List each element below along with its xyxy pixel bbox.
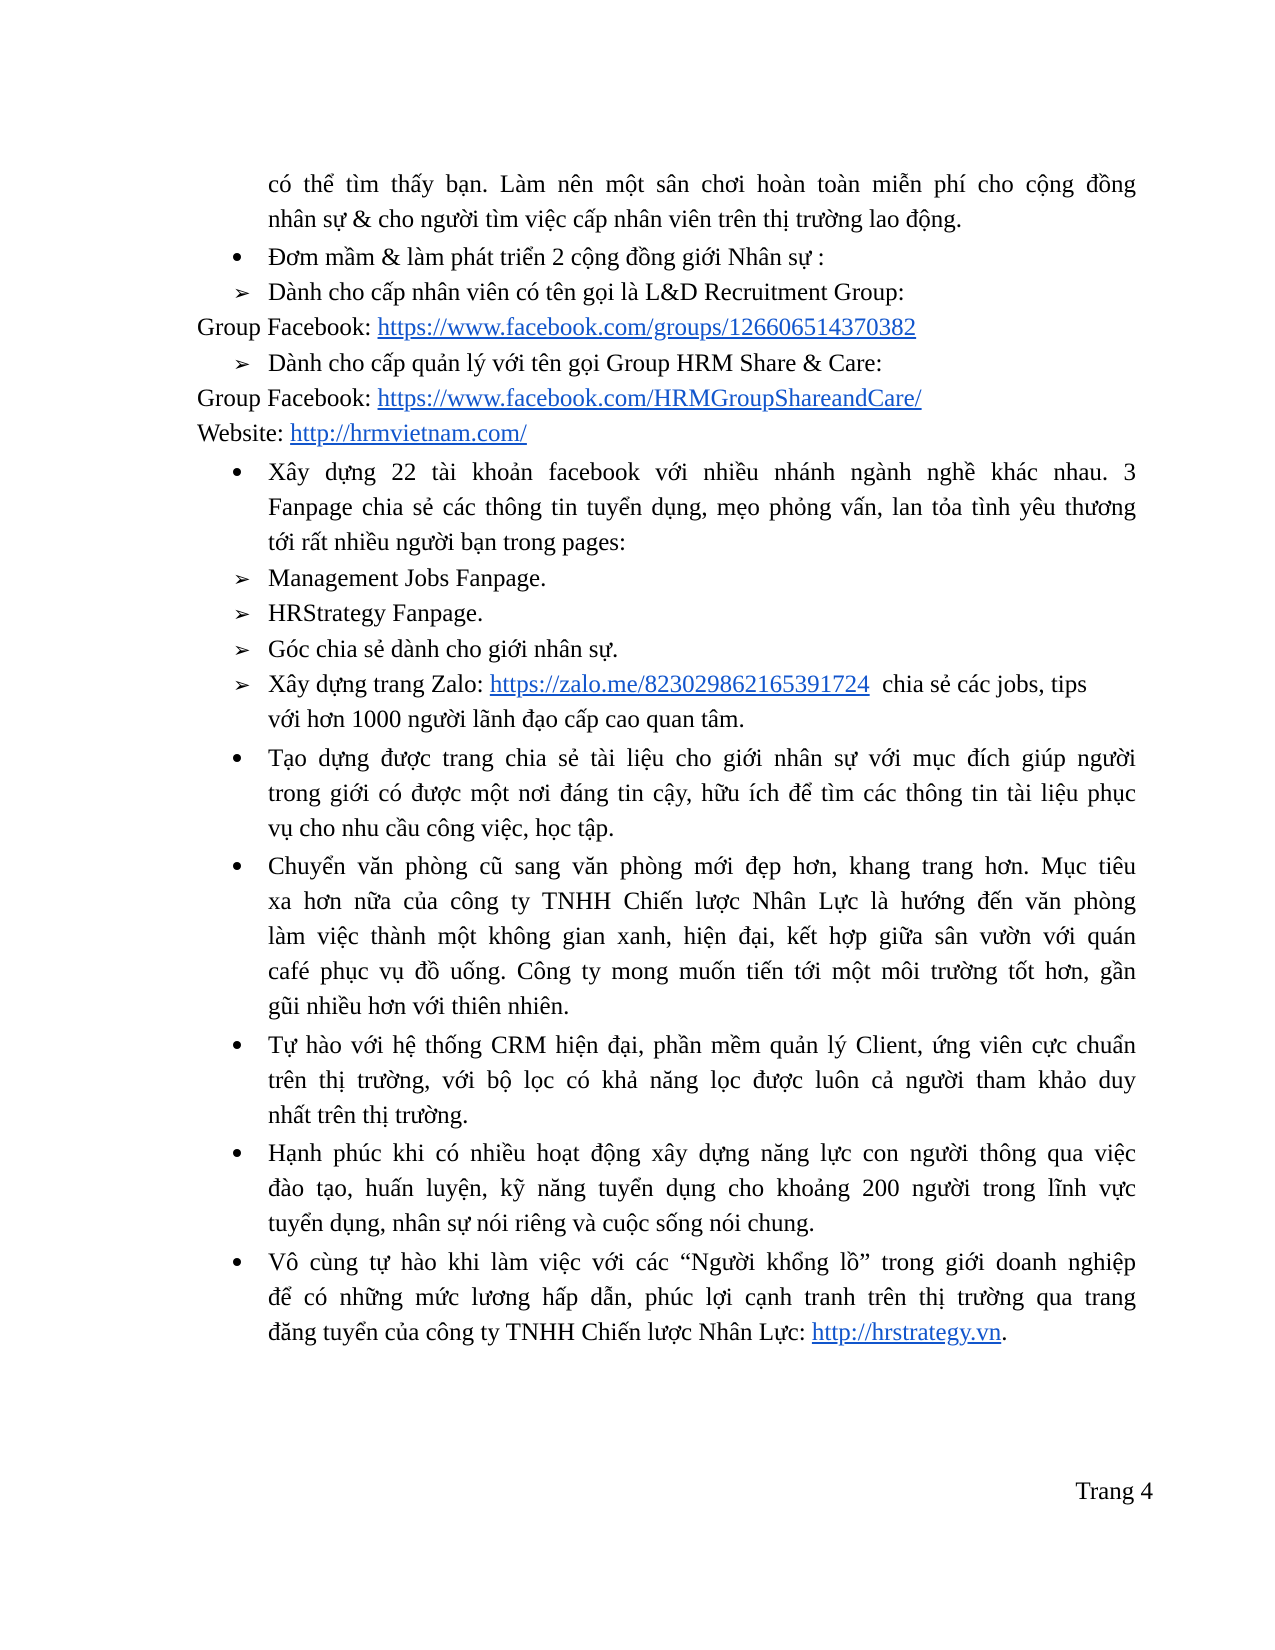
bullet-text: để có những mức lương hấp dẫn, phúc lợi cạnh tranh trên thị trường qua trang — [268, 1284, 1136, 1311]
facebook-group-line — [197, 310, 916, 346]
label-text: Website: — [197, 420, 291, 447]
bullet-text: Fanpage chia sẻ các thông tin tuyển dụng, mẹo phỏng vấn, lan tỏa tình yêu thương — [268, 494, 1136, 521]
label-text: Group Facebook: — [197, 314, 378, 341]
bullet-dot-icon — [233, 253, 241, 261]
bullet-text: nhất trên thị trường. — [268, 1102, 469, 1129]
bullet-dot-icon — [233, 1258, 241, 1266]
bullet-text: Xây dựng 22 tài khoản facebook với nhiều nhánh ngành nghề khác nhau. 3 — [268, 459, 1136, 486]
label-text: đăng tuyển của công ty TNHH Chiến lược Nhân Lực: — [268, 1319, 812, 1346]
arrow-bullet-icon: ➢ — [233, 638, 251, 662]
zalo-line — [268, 667, 1087, 703]
arrow-bullet-icon: ➢ — [233, 352, 251, 376]
page-number: Trang 4 — [1075, 1478, 1153, 1505]
label-text: Group Facebook: — [197, 385, 378, 412]
bullet-text: xa hơn nữa của công ty TNHH Chiến lược Nhân Lực là hướng đến văn phòng — [268, 888, 1136, 915]
website-line — [197, 416, 527, 452]
sub-bullet-text: Dành cho cấp quản lý với tên gọi Group HRM Share & Care: — [268, 350, 883, 377]
sub-bullet-text: HRStrategy Fanpage. — [268, 600, 484, 627]
bullet-text: café phục vụ đồ uống. Công ty mong muốn tiến tới một môi trường tốt hơn, gần — [268, 958, 1136, 985]
bullet-text: tới rất nhiều người bạn trong pages: — [268, 529, 626, 556]
bullet-text: tuyển dụng, nhân sự nói riêng và cuộc sống nói chung. — [268, 1210, 815, 1237]
facebook-hrm-link[interactable]: https://www.facebook.com/HRMGroupShareandCare/ — [377, 385, 922, 412]
bullet-text: Hạnh phúc khi có nhiều hoạt động xây dựng năng lực con người thông qua việc — [268, 1140, 1136, 1167]
sub-bullet-text: Management Jobs Fanpage. — [268, 565, 547, 592]
paragraph-line: có thể tìm thấy bạn. Làm nên một sân chơi hoàn toàn miễn phí cho cộng đồng — [268, 171, 1136, 198]
label-text: chia sẻ các jobs, tips — [869, 671, 1087, 698]
paragraph-line: nhân sự & cho người tìm việc cấp nhân viên trên thị trường lao động. — [268, 206, 963, 233]
bullet-text: Đơm mầm & làm phát triển 2 cộng đồng giới Nhân sự : — [268, 244, 825, 271]
label-text: . — [1001, 1319, 1008, 1346]
facebook-group-line — [197, 381, 922, 417]
bullet-text: làm việc thành một không gian xanh, hiện đại, kết hợp giữa sân vườn với quán — [268, 923, 1136, 950]
bullet-text: Chuyển văn phòng cũ sang văn phòng mới đẹp hơn, khang trang hơn. Mục tiêu — [268, 853, 1136, 880]
website-link[interactable]: http://hrmvietnam.com/ — [290, 420, 527, 447]
zalo-link[interactable]: https://zalo.me/823029862165391724 — [489, 671, 870, 698]
arrow-bullet-icon: ➢ — [233, 567, 251, 591]
bullet-text: Tự hào với hệ thống CRM hiện đại, phần mềm quản lý Client, ứng viên cực chuẩn — [268, 1032, 1136, 1059]
arrow-bullet-icon: ➢ — [233, 673, 251, 697]
label-text: Xây dựng trang Zalo: — [268, 671, 490, 698]
bullet-dot-icon — [233, 1041, 241, 1049]
arrow-bullet-icon: ➢ — [233, 281, 251, 305]
hrstrategy-line — [268, 1315, 1007, 1351]
bullet-text: vụ cho nhu cầu công việc, học tập. — [268, 815, 615, 842]
hrstrategy-link[interactable]: http://hrstrategy.vn — [811, 1319, 1002, 1346]
bullet-text: Tạo dựng được trang chia sẻ tài liệu cho giới nhân sự với mục đích giúp người — [268, 745, 1136, 772]
sub-bullet-text: với hơn 1000 người lãnh đạo cấp cao quan tâm. — [268, 706, 745, 733]
sub-bullet-text: Góc chia sẻ dành cho giới nhân sự. — [268, 636, 619, 663]
arrow-bullet-icon: ➢ — [233, 602, 251, 626]
bullet-text: Vô cùng tự hào khi làm việc với các “Người khổng lồ” trong giới doanh nghiệp — [268, 1249, 1136, 1276]
bullet-text: gũi nhiều hơn với thiên nhiên. — [268, 993, 570, 1020]
facebook-group-link[interactable]: https://www.facebook.com/groups/126606514370382 — [377, 314, 917, 341]
bullet-dot-icon — [233, 468, 241, 476]
bullet-dot-icon — [233, 754, 241, 762]
bullet-text: đào tạo, huấn luyện, kỹ năng tuyển dụng cho khoảng 200 người trong lĩnh vực — [268, 1175, 1136, 1202]
bullet-text: trong giới có được một nơi đáng tin cậy, hữu ích để tìm các thông tin tài liệu phục — [268, 780, 1136, 807]
bullet-dot-icon — [233, 862, 241, 870]
bullet-dot-icon — [233, 1149, 241, 1157]
bullet-text: trên thị trường, với bộ lọc có khả năng lọc được luôn cả người tham khảo duy — [268, 1067, 1136, 1094]
sub-bullet-text: Dành cho cấp nhân viên có tên gọi là L&D Recruitment Group: — [268, 279, 905, 306]
